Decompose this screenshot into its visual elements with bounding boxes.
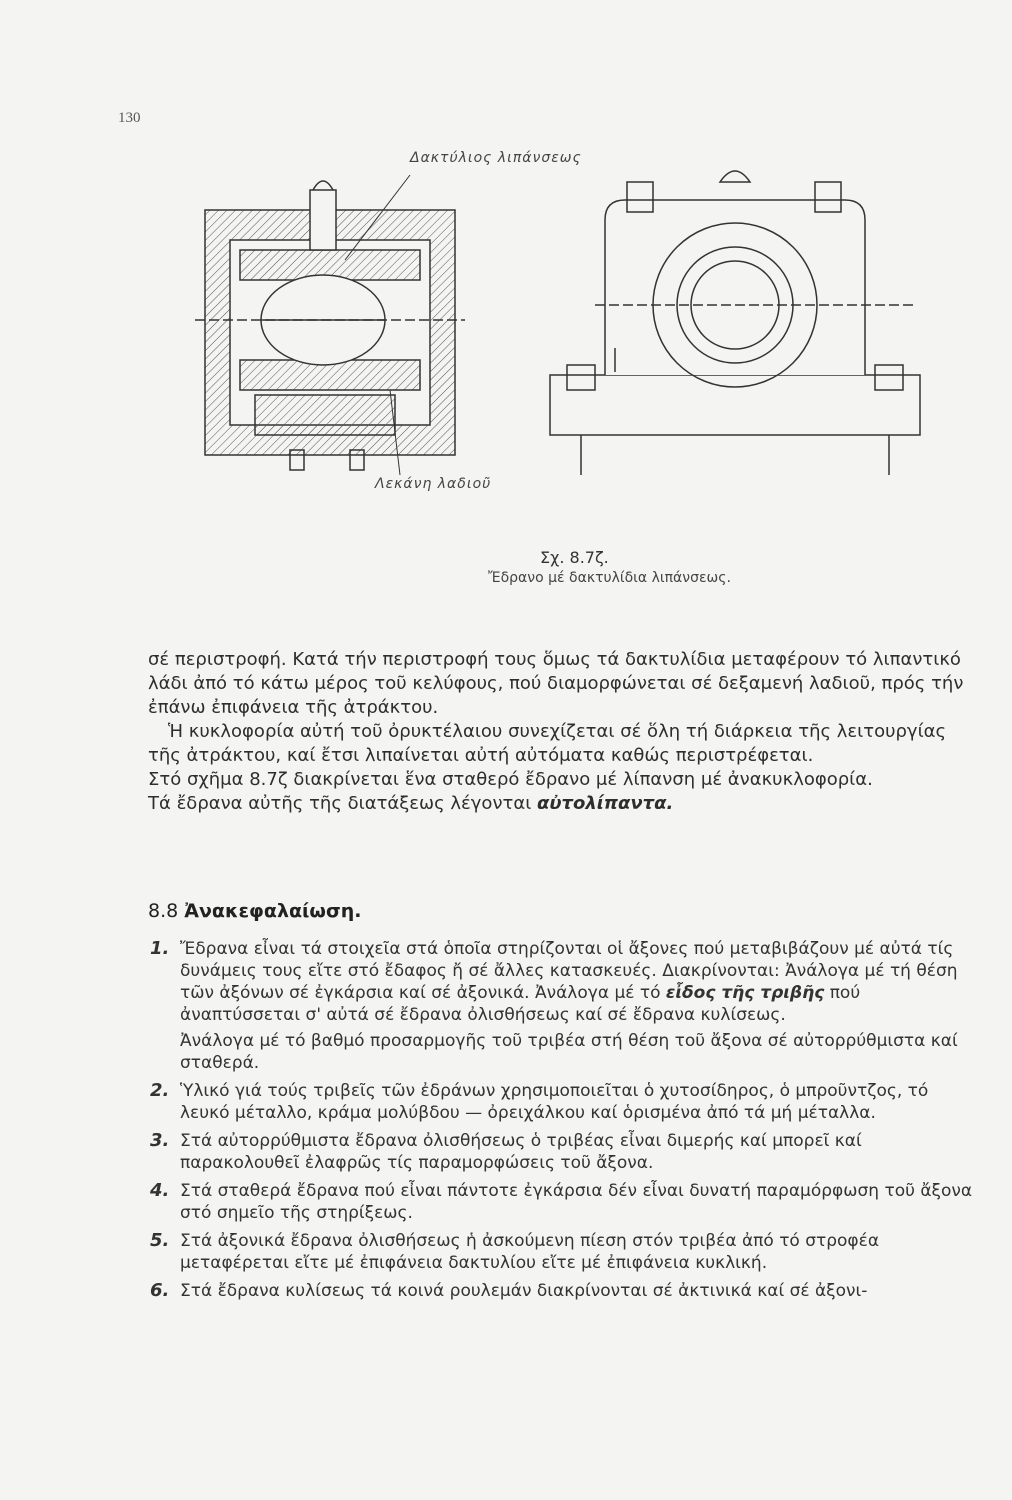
bearing-drawing [195, 140, 935, 510]
front-view [550, 171, 920, 475]
intro-text [148, 648, 978, 816]
item-text: Στά σταθερά ἔδρανα πού εἶναι πάντοτε ἐγκάρσια δέν εἶναι δυνατή παραμόρφωση τοῦ ἄξονα στό σημεῖο τῆς στηρίξεως. [180, 1181, 973, 1223]
sectional-view [195, 175, 465, 475]
list-item [150, 1230, 980, 1274]
item-text-continued: Ἀνάλογα μέ τό βαθμό προσαρμογῆς τοῦ τριβέα στή θέση τοῦ ἄξονα σέ αὐτορρύθμιστα καί σταθερά. [180, 1031, 958, 1073]
item-text: Ὑλικό γιά τούς τριβεῖς τῶν ἐδράνων χρησιμοποιεῖται ὁ χυτοσίδηρος, ὁ μπροῦντζος, τό λευκό μέταλλο, κράμα μολύβδου — ὀρειχάλκου καί ὁρισμένα ἀπό τά μή μέταλλα. [180, 1081, 929, 1123]
intro-paragraph-2: Ἡ κυκλοφορία αὐτή τοῦ ὀρυκτέλαιου συνεχίζεται σέ ὅλη τή διάρκεια τῆς λειτουργίας τῆς ἀτράκτου, καί ἔτσι λιπαίνεται αὐτή αὐτόματα καθώς περιστρέφεται. [148, 721, 947, 766]
friction-type-term: εἶδος τῆς τριβῆς [665, 983, 825, 1003]
section-title: Ἀνακεφαλαίωση. [184, 900, 362, 922]
label-lubrication-ring: Δακτύλιος λιπάνσεως [410, 150, 582, 166]
list-item [150, 1130, 980, 1174]
list-item [150, 1080, 980, 1124]
item-number: 1. [150, 938, 170, 959]
item-number: 5. [150, 1230, 170, 1251]
intro-paragraph-4-text: Τά ἔδρανα αὐτῆς τῆς διατάξεως λέγονται [148, 793, 532, 814]
bearing-figure [195, 140, 935, 510]
item-text: Στά ἀξονικά ἔδρανα ὀλισθήσεως ἡ ἀσκούμενη πίεση στόν τριβέα ἀπό τό στροφέα μεταφέρεται εἴτε μέ ἐπιφάνεια δακτυλίου εἴτε μέ ἐπιφάνεια κυκλική. [180, 1231, 880, 1273]
item-number: 3. [150, 1130, 170, 1151]
intro-paragraph-1: σέ περιστροφή. Κατά τήν περιστροφή τους ὅμως τά δακτυλίδια μεταφέρουν τό λιπαντικό λάδι ἀπό τό κάτω μέρος τοῦ κελύφους, πού διαμορφώνεται σέ δεξαμενή λαδιοῦ, πρός τήν ἐπάνω ἐπιφάνεια τῆς ἀτράκτου. [148, 649, 964, 718]
intro-paragraph-4 [148, 792, 978, 816]
list-item [150, 1280, 980, 1302]
figure-caption: Ἔδρανο μέ δακτυλίδια λιπάνσεως. [488, 570, 731, 586]
item-text-part: πού ἀναπτύσσεται σ' αὐτά σέ ἔδρανα ὀλισθήσεως καί σέ ἔδρανα κυλίσεως. [180, 983, 861, 1025]
intro-paragraph-3: Στό σχῆμα 8.7ζ διακρίνεται ἕνα σταθερό ἔδρανο μέ λίπανση μέ ἀνακυκλοφορία. [148, 769, 873, 790]
page-number: 130 [118, 110, 141, 126]
item-number: 2. [150, 1080, 170, 1101]
figure-number: Σχ. 8.7ζ. [540, 548, 609, 567]
item-text: Στά αὐτορρύθμιστα ἔδρανα ὀλισθήσεως ὁ τριβέας εἶναι διμερής καί μπορεῖ καί παρακολουθεῖ ἐλαφρῶς τίς παραμορφώσεις τοῦ ἄξονα. [180, 1131, 862, 1173]
item-number: 4. [150, 1180, 170, 1201]
section-number: 8.8 [148, 900, 179, 922]
label-oil-basin: Λεκάνη λαδιοῦ [375, 476, 492, 492]
item-text: Στά ἔδρανα κυλίσεως τά κοινά ρουλεμάν διακρίνονται σέ ἀκτινικά καί σέ ἀξονι- [180, 1281, 868, 1301]
autolubricated-term: αὐτολίπαντα. [537, 793, 674, 814]
list-item [150, 1180, 980, 1224]
item-text [180, 938, 980, 1026]
summary-list [150, 938, 980, 1308]
item-text-part: Ἔδρανα εἶναι τά στοιχεῖα στά ὁποῖα στηρίζονται οἱ ἄξονες πού μεταβιβάζουν μέ αὐτά τίς δυνάμεις τους εἴτε στό ἔδαφος ἤ σέ ἄλλες κατασκευές. Διακρίνονται: Ἀνάλογα μέ τή θέση τῶν ἀξόνων σέ ἐγκάρσια καί σέ ἀξονικά. Ἀνάλογα μέ τό [180, 939, 958, 1003]
section-heading [148, 900, 362, 922]
list-item [150, 938, 980, 1074]
item-number: 6. [150, 1280, 170, 1301]
